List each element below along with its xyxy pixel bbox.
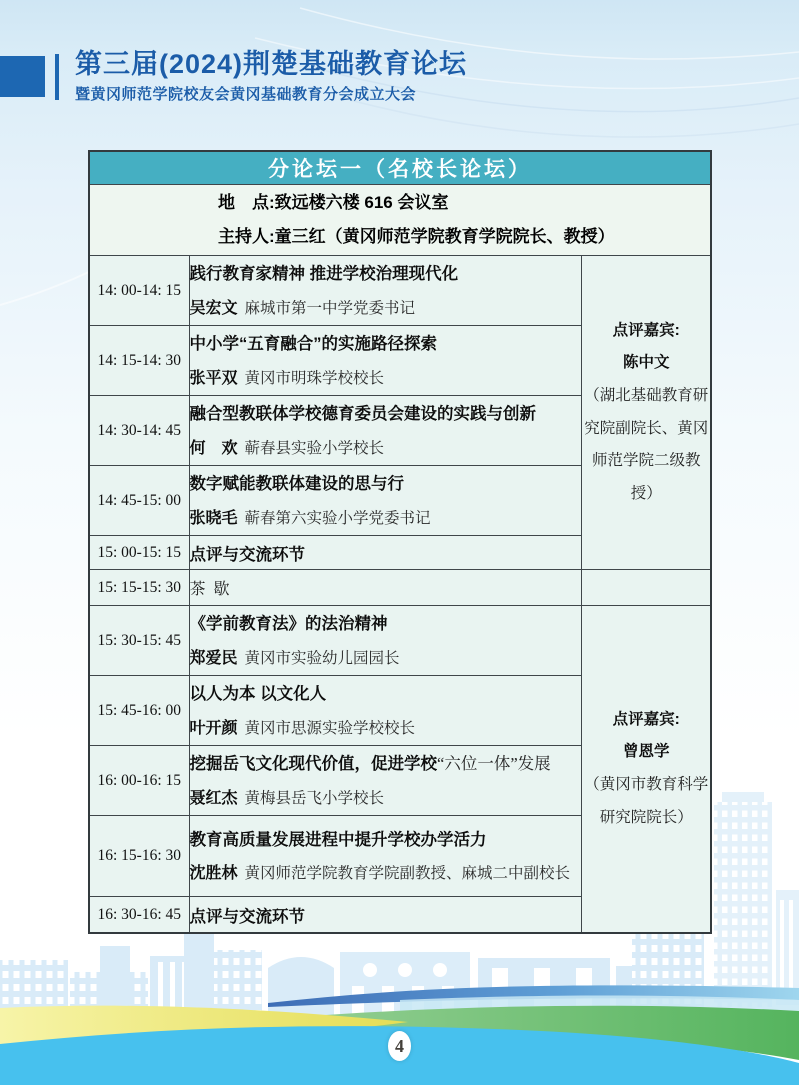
topic-cell [189,570,582,606]
talk-speaker-line [190,860,582,883]
time-cell: 14: 30-14: 45 [89,396,189,466]
forum-info-cell [89,185,711,256]
talk-speaker-line [190,715,582,738]
agenda-table [88,150,712,934]
session-label: 点评与交流环节 [189,545,305,564]
page-number-badge [388,1031,411,1061]
time-cell: 16: 30-16: 45 [89,897,189,934]
header-accent-square-icon [0,56,45,97]
commentator-label: 点评嘉宾: [612,710,680,728]
forum-header-row [89,151,711,185]
talk-speaker-line [190,645,582,668]
schedule-row [89,256,711,326]
speaker-name: 沈胜林 [189,865,238,883]
speaker-name: 郑爱民 [189,649,238,667]
session-label: 点评与交流环节 [189,907,305,926]
speaker-affiliation: 黄冈市思源实验学校校长 [244,719,416,737]
speaker-affiliation: 麻城市第一中学党委书记 [244,299,416,317]
commentator-cell-empty [582,570,711,606]
topic-cell [189,256,582,326]
topic-cell [189,676,582,746]
talk-title: 数字赋能教联体建设的思与行 [189,475,404,494]
speaker-name: 张平双 [189,369,238,387]
session-label: 茶 歇 [189,581,232,598]
forum-title: 分论坛一（名校长论坛） [89,151,711,185]
speaker-name: 叶开颜 [189,719,238,737]
talk-speaker-line [190,435,582,458]
host-label: 主持人: [218,227,275,246]
commentator-cell [582,256,711,570]
topic-cell [189,897,582,934]
location-value: 致远楼六楼 616 会议室 [274,193,449,212]
header [75,48,467,104]
speaker-name: 张晓毛 [189,509,238,527]
speaker-name: 何 欢 [189,439,238,457]
topic-cell [189,396,582,466]
topic-cell [189,536,582,570]
talk-title: 践行教育家精神 推进学校治理现代化 [189,265,459,284]
time-cell: 15: 00-15: 15 [89,536,189,570]
time-cell: 16: 15-16: 30 [89,816,189,897]
page-subtitle: 暨黄冈师范学院校友会黄冈基础教育分会成立大会 [75,86,417,104]
talk-speaker-line [190,295,582,318]
talk-title: 融合型教联体学校德育委员会建设的实践与创新 [189,405,536,424]
talk-title [190,753,582,775]
talk-title: 《学前教育法》的法治精神 [189,615,388,634]
schedule-row [89,606,711,676]
talk-speaker-line [190,505,582,528]
time-cell: 15: 45-16: 00 [89,676,189,746]
commentator-cell [582,606,711,934]
location-label: 地 点: [218,193,275,212]
speaker-affiliation: 黄冈市明珠学校校长 [244,369,385,387]
topic-cell [189,746,582,816]
commentator-name: 陈中文 [622,354,670,372]
time-cell: 14: 15-14: 30 [89,326,189,396]
speaker-affiliation: 蕲春第六实验小学党委书记 [244,509,431,527]
speaker-affiliation: 黄冈市实验幼儿园园长 [244,649,400,667]
commentator-name: 曾恩学 [622,743,670,761]
speaker-affiliation: 蕲春县实验小学校长 [244,439,385,457]
host-line [218,220,710,254]
topic-cell [189,816,582,897]
talk-title: 中小学“五育融合”的实施路径探索 [189,335,437,354]
speaker-affiliation: 黄梅县岳飞小学校长 [244,789,385,807]
page-title: 第三届(2024)荆楚基础教育论坛 [75,49,468,79]
header-accent-bar-icon [55,54,59,100]
talk-title-light: “六位一体”发展 [437,754,551,774]
time-cell: 16: 00-16: 15 [89,746,189,816]
page-number: 4 [395,1035,404,1056]
time-cell: 14: 45-15: 00 [89,466,189,536]
topic-cell [189,606,582,676]
commentator-detail: （湖北基础教育研究院副院长、黄冈师范学院二级教授） [584,386,709,502]
talk-title: 以人为本 以文化人 [189,685,327,704]
speaker-name: 聂红杰 [189,789,238,807]
time-cell: 15: 30-15: 45 [89,606,189,676]
talk-speaker-line [190,365,582,388]
speaker-affiliation: 黄冈师范学院教育学院副教授、麻城二中副校长 [244,865,571,883]
schedule-row [89,570,711,606]
speaker-name: 吴宏文 [189,299,238,317]
topic-cell [189,326,582,396]
time-cell: 15: 15-15: 30 [89,570,189,606]
time-cell: 14: 00-14: 15 [89,256,189,326]
talk-speaker-line [190,785,582,808]
commentator-detail: （黄冈市教育科学研究院院长） [584,776,709,826]
commentator-label: 点评嘉宾: [612,321,680,339]
host-value: 童三红（黄冈师范学院教育学院院长、教授） [274,227,615,246]
forum-info-row [89,185,711,256]
talk-title-bold: 挖掘岳飞文化现代价值，促进学校 [189,755,437,774]
location-line [218,186,710,220]
topic-cell [189,466,582,536]
talk-title: 教育高质量发展进程中提升学校办学活力 [189,830,487,849]
